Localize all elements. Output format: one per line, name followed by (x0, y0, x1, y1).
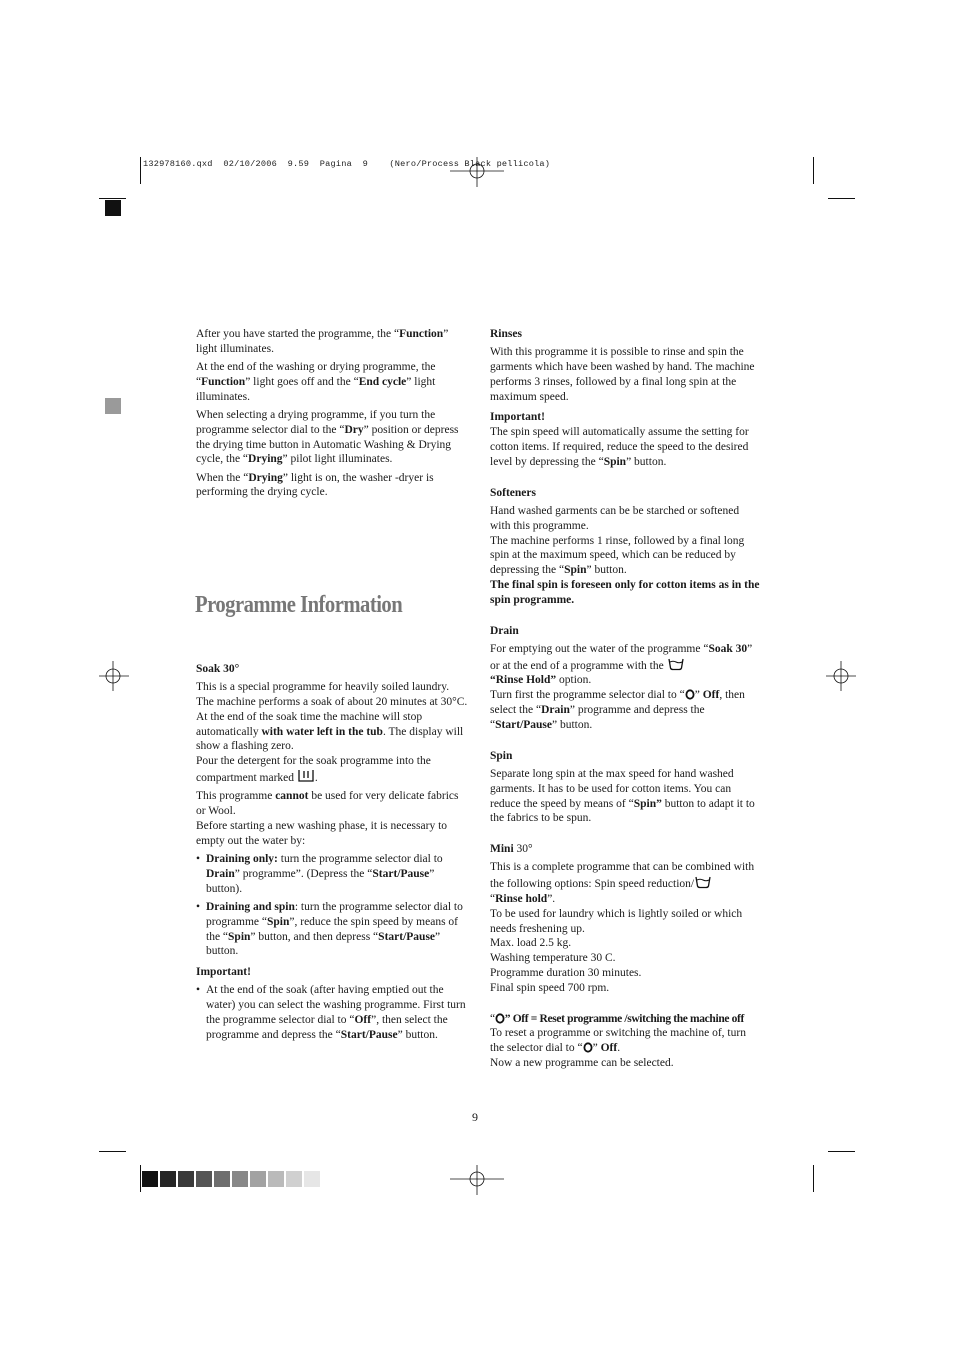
paragraph: Programme duration 30 minutes. (490, 966, 642, 979)
registration-mark-icon (450, 1165, 504, 1195)
paragraph: Separate long spin at the max speed for hand washed garments. It has to be used for cotton items. You can reduce the speed by means of “Spin” button to adapt it to the fabrics to be spun. (490, 767, 755, 825)
grayscale-color-bar (142, 1171, 322, 1187)
rinse-hold-tub-icon (694, 875, 712, 889)
paragraph: The spin speed will automatically assume the setting for cotton items. If required, reduce the speed to the desired level by depressing the “Spin” button. (490, 426, 749, 468)
registration-mark-icon (826, 661, 856, 691)
paragraph: When the “Drying” light is on, the washer -dryer is performing the drying cycle. (196, 471, 434, 499)
color-swatch (196, 1171, 212, 1187)
paragraph: After you have started the programme, the “Function” light illuminates. (196, 328, 449, 355)
paragraph: With this programme it is possible to rinse and spin the garments which have been washed by hand. The machine performs 3 rinses, followed by a final long spin at the maximum speed. (490, 346, 755, 403)
left-column-soak (196, 662, 468, 1043)
section-heading-drain: Drain (490, 624, 519, 637)
grey-marker-square (105, 398, 121, 414)
soak-compartment-icon (297, 769, 315, 783)
off-circle-icon (685, 689, 695, 700)
paragraph: This programme cannot be used for very delicate fabrics or Wool. (196, 790, 459, 818)
color-swatch (286, 1171, 302, 1187)
color-swatch (232, 1171, 248, 1187)
registration-mark-icon (450, 157, 504, 187)
important-heading: Important! (490, 411, 545, 424)
crop-mark (813, 157, 814, 184)
paragraph: Pour the detergent for the soak programme into the compartment marked . (196, 755, 431, 785)
paragraph: The machine performs 1 rinse, followed by a final long spin at the maximum speed, which can be reduced by depressing the “Spin” button. (490, 534, 745, 577)
list-item: • Draining only: turn the programme selector dial to Drain” programme”. (Depress the “Start/Pause” button). (196, 852, 468, 896)
important-heading: Important! (196, 966, 251, 979)
list-item: • At the end of the soak (after having emptied out the water) you can select the washing programme. First turn the programme selector dial to “Off”, then select the programme and depress the “Start/Pause” button. (196, 983, 468, 1042)
paragraph: Max. load 2.5 kg. (490, 937, 572, 950)
color-swatch (268, 1171, 284, 1187)
crop-mark (99, 198, 126, 199)
crop-mark (99, 1151, 126, 1152)
crop-mark (828, 1151, 855, 1152)
off-circle-icon (583, 1042, 593, 1053)
black-marker-square (105, 200, 121, 216)
color-swatch (142, 1171, 158, 1187)
color-swatch (160, 1171, 176, 1187)
paragraph: Washing temperature 30 C. (490, 952, 616, 965)
paragraph: When selecting a drying programme, if you turn the programme selector dial to the “Dry” position or depress the drying time button in Automatic Washing & Drying cycle, the “Drying” pilot light illuminates. (196, 408, 459, 466)
color-swatch (250, 1171, 266, 1187)
rinse-hold-tub-icon (667, 657, 685, 671)
left-column (196, 327, 468, 500)
print-slug: 132978160.qxd 02/10/2006 9.59 Pagina 9 (Nero/Process Black pellicola) (143, 159, 551, 169)
section-heading-rinses: Rinses (490, 328, 522, 340)
crop-mark (140, 1165, 141, 1192)
paragraph: For emptying out the water of the programme “Soak 30” or at the end of a programme with the “Rinse Hold” option. (490, 642, 753, 687)
crop-mark (813, 1165, 814, 1192)
paragraph: Turn first the programme selector dial to “ ” Off, then select the “Drain” programme and depress the “Start/Pause” button. (490, 689, 745, 731)
paragraph: This is a complete programme that can be combined with the following options: Spin speed reduction/ “Rinse hold”. (490, 861, 755, 905)
bullet-list (196, 852, 468, 959)
section-heading-softeners: Softeners (490, 486, 536, 499)
paragraph: At the end of the washing or drying programme, the “Function” light goes off and the “End cycle” light illuminates. (196, 361, 436, 403)
paragraph: The final spin is foreseen only for cotton items as in the spin programme. (490, 578, 760, 606)
section-heading-off: “ ” Off = Reset programme /switching the machine off (490, 1012, 745, 1025)
off-circle-icon (495, 1013, 505, 1024)
section-heading-soak: Soak 30° (196, 663, 240, 675)
page-number: 9 (472, 1110, 478, 1124)
section-heading-spin: Spin (490, 749, 513, 762)
crop-mark (140, 157, 141, 184)
color-swatch (178, 1171, 194, 1187)
registration-mark-icon (99, 661, 129, 691)
color-swatch (214, 1171, 230, 1187)
paragraph: To reset a programme or switching the machine of, turn the selector dial to “ ” Off. (490, 1027, 746, 1055)
paragraph: To be used for laundry which is lightly soiled or which needs freshening up. (490, 907, 743, 935)
bullet-list (196, 983, 468, 1042)
paragraph: Before starting a new washing phase, it is necessary to empty out the water by: (196, 819, 448, 847)
list-item: • Draining and spin: turn the programme selector dial to programme “Spin”, reduce the spin speed by means of the “Spin” button, and then depress “Start/Pause” button. (196, 900, 468, 959)
color-swatch (304, 1171, 320, 1187)
paragraph: This is a special programme for heavily soiled laundry. The machine performs a soak of about 20 minutes at 30°C. At the end of the soak time the machine will stop automatically with water left in the tub. The display will show a flashing zero. (196, 681, 468, 753)
paragraph: Hand washed garments can be be starched or softened with this programme. (490, 504, 740, 532)
paragraph: Now a new programme can be selected. (490, 1056, 674, 1069)
page-title: Programme Information (195, 592, 403, 618)
right-column (490, 327, 762, 1071)
crop-mark (828, 198, 855, 199)
section-heading-mini: Mini 30° (490, 843, 533, 856)
paragraph: Final spin speed 700 rpm. (490, 981, 610, 994)
